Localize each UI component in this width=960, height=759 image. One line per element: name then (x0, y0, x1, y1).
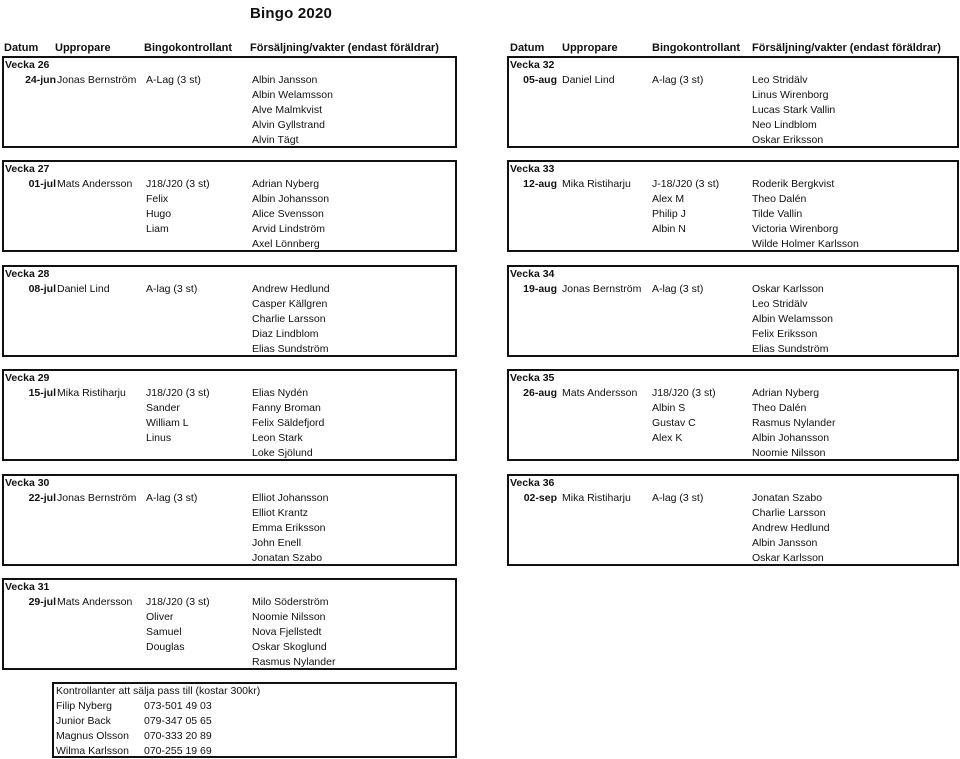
contact-phone: 073-501 49 03 (144, 700, 212, 712)
vakt-name: Leo Stridälv (752, 74, 808, 86)
kontrollant: Alex K (652, 432, 683, 444)
vakt-name: Rasmus Nylander (252, 656, 336, 668)
vakt-name: Noomie Nilsson (752, 447, 826, 459)
kontrollant: J18/J20 (3 st) (146, 387, 210, 399)
vakt-name: Milo Söderström (252, 596, 329, 608)
vakt-name: Elias Sundström (252, 343, 329, 355)
uppropare: Jonas Bernström (57, 492, 137, 504)
vakt-name: Victoria Wirenborg (752, 223, 839, 235)
week-label: Vecka 34 (510, 268, 555, 280)
week-box (2, 160, 457, 252)
kontrollant: Alex M (652, 193, 685, 205)
week-label: Vecka 33 (510, 163, 555, 175)
vakt-name: Alvin Tägt (252, 134, 299, 146)
kontrollant: A-lag (3 st) (652, 492, 704, 504)
vakt-name: Andrew Hedlund (752, 522, 830, 534)
header-datum-left: Datum (4, 42, 39, 54)
vakt-name: Leo Stridälv (752, 298, 808, 310)
kontrollant: Oliver (146, 611, 174, 623)
week-box (507, 474, 959, 566)
vakt-name: Alve Malmkvist (252, 104, 323, 116)
vakt-name: Linus Wirenborg (752, 89, 829, 101)
vakt-name: Emma Eriksson (252, 522, 326, 534)
uppropare: Mika Ristiharju (562, 492, 631, 504)
vakt-name: Roderik Bergkvist (752, 178, 835, 190)
kontrollant: A-Lag (3 st) (146, 74, 201, 86)
header-forsaljning-left: Försäljning/vakter (endast föräldrar) (250, 42, 439, 54)
uppropare: Daniel Lind (57, 283, 110, 295)
uppropare: Daniel Lind (562, 74, 615, 86)
vakt-name: Noomie Nilsson (252, 611, 326, 623)
vakt-name: Oskar Eriksson (752, 134, 824, 146)
vakt-name: Jonatan Szabo (252, 552, 323, 564)
vakt-name: Wilde Holmer Karlsson (752, 238, 859, 250)
contact-name: Magnus Olsson (56, 730, 129, 742)
week-box (2, 578, 457, 670)
week-label: Vecka 36 (510, 477, 555, 489)
vakt-name: Tilde Vallin (752, 208, 803, 220)
vakt-name: Felix Eriksson (752, 328, 818, 340)
week-box (507, 369, 959, 461)
kontrollant: Hugo (146, 208, 172, 220)
kontrollant: Linus (146, 432, 172, 444)
vakt-name: Alice Svensson (252, 208, 324, 220)
date: 01-jul (28, 178, 56, 190)
vakt-name: Charlie Larsson (252, 313, 326, 325)
date: 12-aug (523, 178, 557, 190)
date: 02-sep (523, 492, 557, 504)
vakt-name: Neo Lindblom (752, 119, 817, 131)
uppropare: Mats Andersson (562, 387, 638, 399)
kontrollant: A-lag (3 st) (146, 492, 198, 504)
date: 26-aug (523, 387, 557, 399)
vakt-name: Albin Johansson (252, 193, 330, 205)
week-label: Vecka 26 (5, 59, 50, 71)
vakt-name: Charlie Larsson (752, 507, 826, 519)
vakt-name: Alvin Gyllstrand (252, 119, 325, 131)
vakt-name: Felix Säldefjord (252, 417, 325, 429)
date: 05-aug (523, 74, 557, 86)
week-box (507, 56, 959, 148)
week-label: Vecka 30 (5, 477, 50, 489)
vakt-name: Elias Sundström (752, 343, 829, 355)
vakt-name: Elliot Krantz (252, 507, 309, 519)
vakt-name: Leon Stark (252, 432, 303, 444)
vakt-name: Albin Welamsson (752, 313, 833, 325)
kontrollant: A-lag (3 st) (146, 283, 198, 295)
date: 15-jul (28, 387, 56, 399)
kontrollant: Albin N (652, 223, 686, 235)
vakt-name: Arvid Lindström (252, 223, 325, 235)
kontrollant: Felix (146, 193, 169, 205)
vakt-name: Diaz Lindblom (252, 328, 319, 340)
contact-phone: 070-333 20 89 (144, 730, 212, 742)
header-bingokontrollant-left: Bingokontrollant (144, 42, 232, 54)
vakt-name: Albin Johansson (752, 432, 830, 444)
week-box (507, 265, 959, 357)
date: 19-aug (523, 283, 557, 295)
header-datum-right: Datum (510, 42, 545, 54)
week-label: Vecka 35 (510, 372, 555, 384)
vakt-name: Theo Dalén (752, 193, 807, 205)
uppropare: Mats Andersson (57, 178, 133, 190)
kontrollant: Douglas (146, 641, 185, 653)
contacts-heading: Kontrollanter att sälja pass till (kostar 300kr) (56, 685, 261, 697)
vakt-name: John Enell (252, 537, 302, 549)
vakt-name: Adrian Nyberg (752, 387, 820, 399)
vakt-name: Rasmus Nylander (752, 417, 836, 429)
vakt-name: Jonatan Szabo (752, 492, 823, 504)
kontrollant: J18/J20 (3 st) (146, 596, 210, 608)
vakt-name: Adrian Nyberg (252, 178, 320, 190)
uppropare: Mats Andersson (57, 596, 133, 608)
uppropare: Jonas Bernström (562, 283, 642, 295)
header-forsaljning-right: Försäljning/vakter (endast föräldrar) (752, 42, 941, 54)
week-label: Vecka 29 (5, 372, 50, 384)
date: 08-jul (28, 283, 56, 295)
date: 29-jul (28, 596, 56, 608)
kontrollant: A-lag (3 st) (652, 74, 704, 86)
vakt-name: Axel Lönnberg (252, 238, 320, 250)
vakt-name: Albin Welamsson (252, 89, 333, 101)
week-label: Vecka 31 (5, 581, 50, 593)
kontrollant: Liam (146, 223, 169, 235)
date: 22-jul (28, 492, 56, 504)
kontrollant: Gustav C (652, 417, 696, 429)
contact-name: Filip Nyberg (56, 700, 113, 712)
vakt-name: Albin Jansson (752, 537, 818, 549)
vakt-name: Oskar Karlsson (752, 552, 824, 564)
week-box (2, 474, 457, 566)
uppropare: Mika Ristiharju (562, 178, 631, 190)
header-uppropare-right: Uppropare (562, 42, 618, 54)
week-label: Vecka 28 (5, 268, 50, 280)
vakt-name: Nova Fjellstedt (252, 626, 322, 638)
vakt-name: Theo Dalén (752, 402, 807, 414)
vakt-name: Albin Jansson (252, 74, 318, 86)
uppropare: Jonas Bernström (57, 74, 137, 86)
kontrollant: Albin S (652, 402, 686, 414)
vakt-name: Elias Nydén (252, 387, 309, 399)
page-title: Bingo 2020 (250, 5, 333, 22)
contact-phone: 070-255 19 69 (144, 745, 212, 757)
vakt-name: Fanny Broman (252, 402, 321, 414)
kontrollant: J-18/J20 (3 st) (652, 178, 720, 190)
week-label: Vecka 32 (510, 59, 555, 71)
vakt-name: Oskar Skoglund (252, 641, 327, 653)
week-box (2, 265, 457, 357)
vakt-name: Elliot Johansson (252, 492, 329, 504)
vakt-name: Oskar Karlsson (752, 283, 824, 295)
contact-name: Wilma Karlsson (56, 745, 129, 757)
uppropare: Mika Ristiharju (57, 387, 126, 399)
week-box (2, 369, 457, 461)
header-bingokontrollant-right: Bingokontrollant (652, 42, 740, 54)
vakt-name: Loke Sjölund (252, 447, 313, 459)
kontrollant: J18/J20 (3 st) (652, 387, 716, 399)
vakt-name: Lucas Stark Vallin (752, 104, 836, 116)
kontrollant: Sander (146, 402, 180, 414)
kontrollant: William L (146, 417, 189, 429)
contact-phone: 079-347 05 65 (144, 715, 212, 727)
kontrollant: Philip J (652, 208, 686, 220)
date: 24-jun (25, 74, 56, 86)
vakt-name: Casper Källgren (252, 298, 328, 310)
vakt-name: Andrew Hedlund (252, 283, 330, 295)
kontrollant: Samuel (146, 626, 182, 638)
week-label: Vecka 27 (5, 163, 50, 175)
contact-name: Junior Back (56, 715, 111, 727)
contacts-box (52, 682, 457, 758)
kontrollant: J18/J20 (3 st) (146, 178, 210, 190)
kontrollant: A-lag (3 st) (652, 283, 704, 295)
week-box (507, 160, 959, 252)
week-box (2, 56, 457, 148)
header-uppropare-left: Uppropare (55, 42, 111, 54)
